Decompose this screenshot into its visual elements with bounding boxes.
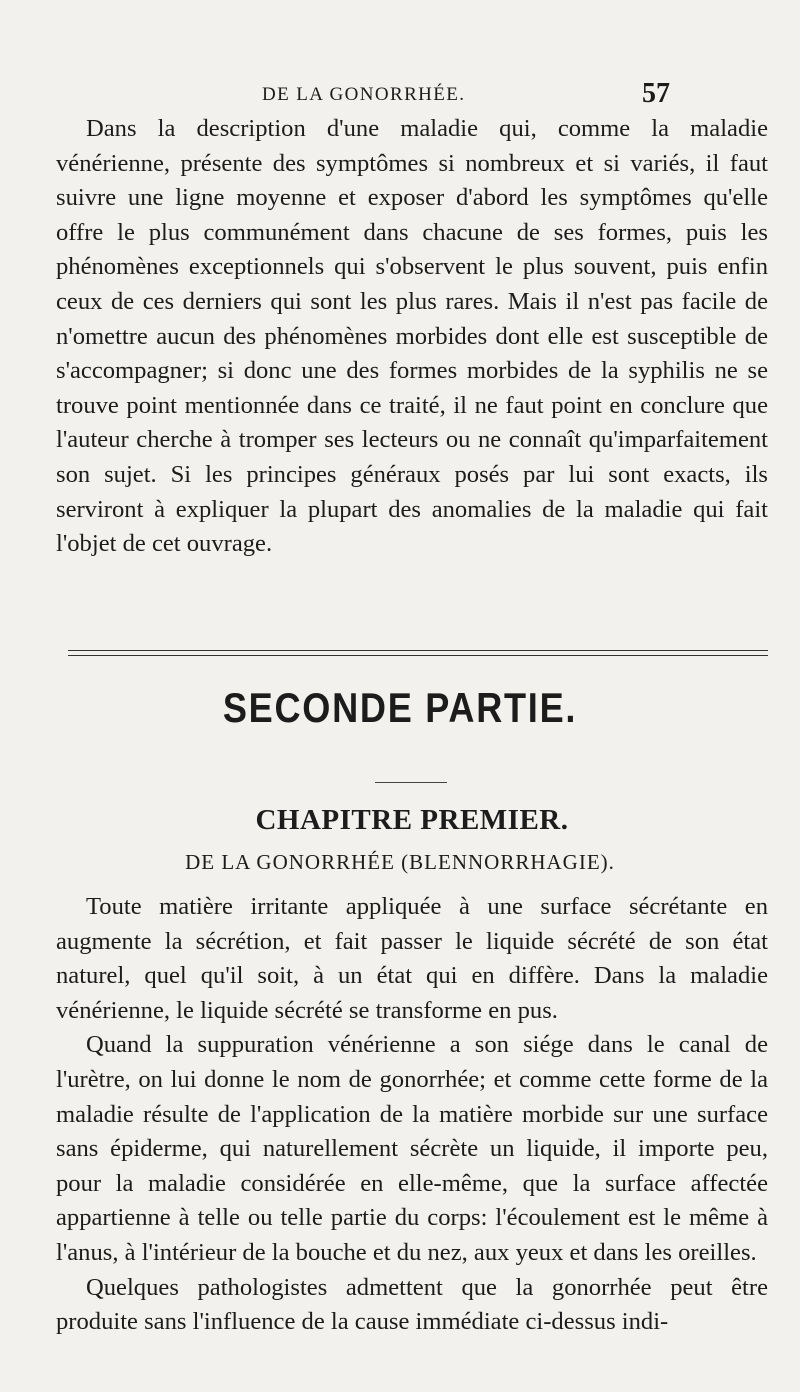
chapter-body — [56, 890, 768, 1340]
intro-paragraph: Dans la description d'une maladie qui, comme la maladie vénérienne, présente des symptômes si nombreux et si variés, il faut suivre une ligne moyenne et exposer d'abord les symptômes qu'elle offre le plus communément dans chacune de ses formes, puis les phénomènes exceptionnels qui s'observent le plus souvent, puis enfin ceux de ces derniers qui sont les plus rares. Mais il n'est pas facile de n'omettre aucun des phénomènes morbides dont elle est susceptible de s'accompagner; si donc une des formes morbides de la syphilis ne se trouve point mentionnée dans ce traité, il ne faut point en conclure que l'auteur cherche à tromper ses lecteurs ou ne connaît qu'imparfaitement son sujet. Si les principes généraux posés par lui sont exacts, ils serviront à expliquer la plupart des anomalies de la maladie qui fait l'objet de cet ouvrage. — [56, 115, 768, 558]
running-head — [0, 78, 800, 108]
page-number: 57 — [642, 78, 670, 109]
part-title: SECONDE PARTIE. — [222, 684, 578, 731]
chapter-title: CHAPITRE PREMIER. — [255, 804, 569, 836]
chapter-subtitle: DE LA GONORRHÉE (BLENNORRHAGIE). — [185, 850, 615, 874]
body-paragraph: Quand la suppuration vénérienne a son siége dans le canal de l'urètre, on lui donne le nom de gonorrhée; et comme cette forme de la maladie résulte de l'application de la matière morbide sur une surface sans épiderme, qui naturellement sécrète un liquide, il importe peu, pour la maladie considérée en elle-même, que la surface affectée appartienne à telle ou telle partie du corps: l'écoulement est le même à l'anus, à l'intérieur de la bouche et du nez, aux yeux et dans les oreilles. — [56, 1031, 768, 1266]
short-rule-divider — [375, 782, 447, 783]
body-paragraph: Quelques pathologistes admettent que la gonorrhée peut être produite sans l'influence de la cause immédiate ci-dessus indi- — [56, 1273, 768, 1336]
intro-text — [56, 112, 768, 562]
running-title: DE LA GONORRHÉE. — [262, 84, 466, 105]
body-paragraph: Toute matière irritante appliquée à une surface sécrétante en augmente la sécrétion, et fait passer le liquide sécrété de son état naturel, quel qu'il soit, à un état qui en diffère. Dans la maladie vénérienne, le liquide sécrété se transforme en pus. — [56, 893, 768, 1024]
double-rule-divider — [68, 650, 768, 656]
